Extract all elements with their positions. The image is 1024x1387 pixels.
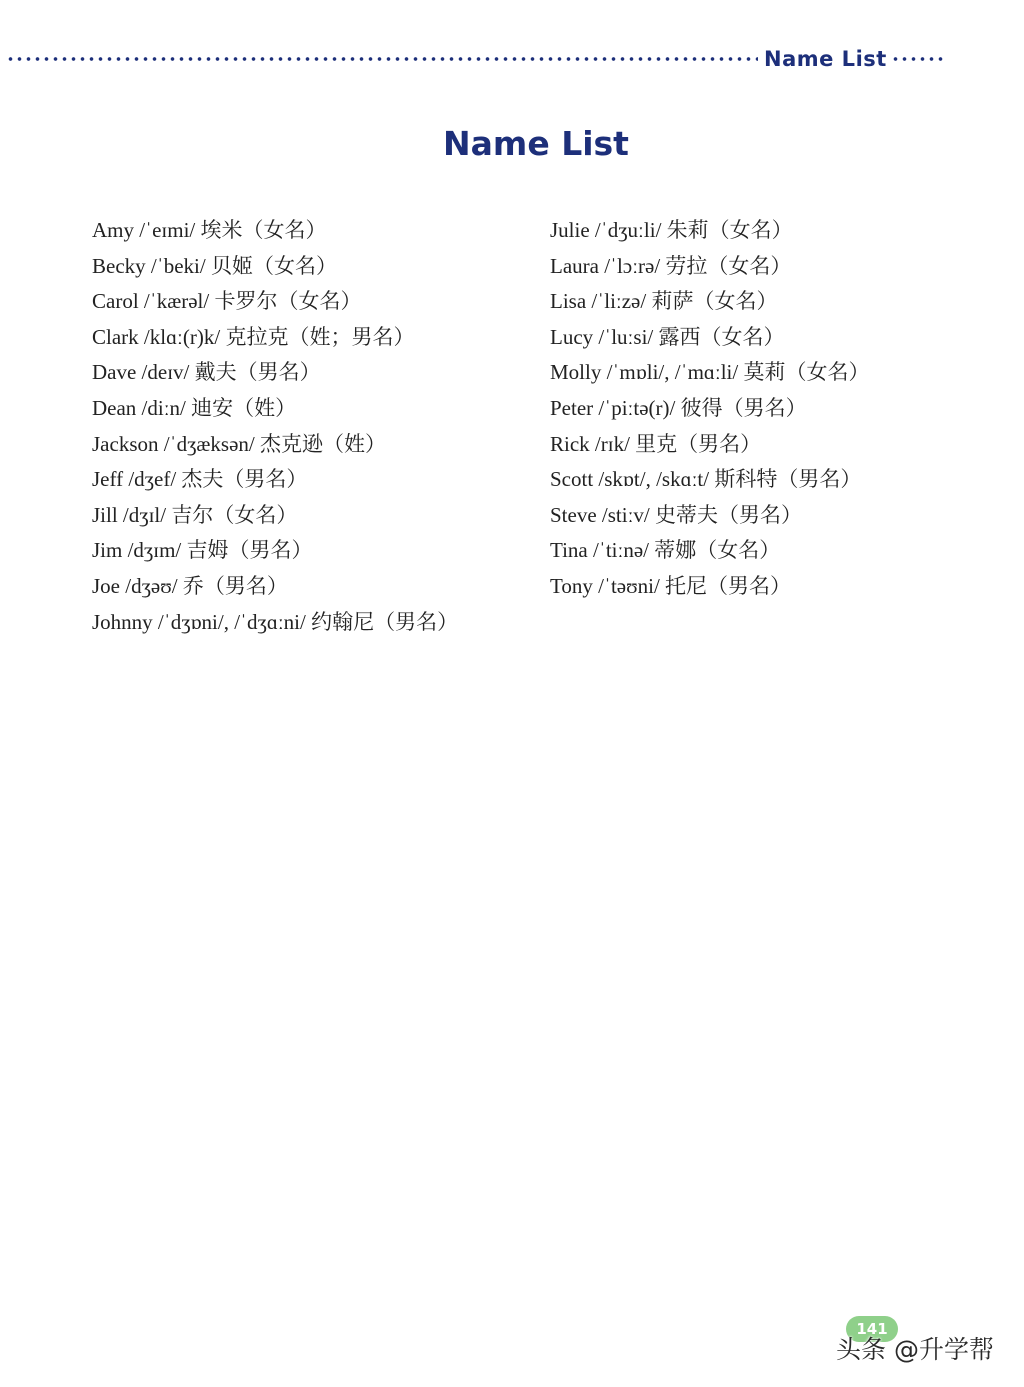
name-entry: Becky /ˈbeki/ 贝姬（女名） [92, 253, 337, 278]
name-list-right-column [550, 213, 869, 605]
name-entry: Carol /ˈkærəl/ 卡罗尔（女名） [92, 289, 362, 314]
page-title: Name List [443, 124, 629, 163]
name-entry: Lisa /ˈliːzə/ 莉萨（女名） [550, 289, 778, 314]
name-entry: Lucy /ˈluːsi/ 露西（女名） [550, 324, 785, 349]
name-entry: Dave /deɪv/ 戴夫（男名） [92, 360, 321, 385]
name-entry: Laura /ˈlɔːrə/ 劳拉（女名） [550, 253, 792, 278]
name-entry: Scott /skɒt/, /skɑːt/ 斯科特（男名） [550, 467, 862, 492]
watermark: 头条 @升学帮 [836, 1335, 994, 1364]
name-entry: Jim /dʒɪm/ 吉姆（男名） [92, 538, 313, 563]
name-entry: Tina /ˈtiːnə/ 蒂娜（女名） [550, 538, 781, 563]
header-dotted-rule-tail [891, 57, 947, 61]
name-entry: Amy /ˈeɪmi/ 埃米（女名） [92, 218, 327, 242]
name-entry: Tony /ˈtəʊni/ 托尼（男名） [550, 573, 792, 598]
name-list-left-column [92, 213, 458, 640]
page-number-badge: 141 [846, 1316, 898, 1342]
header-dotted-rule [6, 57, 758, 61]
name-entry: Julie /ˈdʒuːli/ 朱莉（女名） [550, 218, 793, 242]
name-entry: Jeff /dʒef/ 杰夫（男名） [92, 467, 308, 492]
name-entry: Dean /diːn/ 迪安（姓） [92, 395, 297, 420]
name-entry: Jackson /ˈdʒæksən/ 杰克逊（姓） [92, 431, 386, 456]
name-entry: Rick /rɪk/ 里克（男名） [550, 431, 762, 456]
name-entry: Peter /ˈpiːtə(r)/ 彼得（男名） [550, 395, 807, 420]
name-entry: Joe /dʒəʊ/ 乔（男名） [92, 573, 288, 598]
name-entry: Steve /stiːv/ 史蒂夫（男名） [550, 502, 802, 527]
name-entry: Clark /klɑː(r)k/ 克拉克（姓；男名） [92, 324, 415, 349]
name-entry: Molly /ˈmɒli/, /ˈmɑːli/ 莫莉（女名） [550, 360, 870, 385]
running-header-label: Name List [764, 47, 887, 71]
running-header [0, 44, 960, 74]
name-entry: Jill /dʒɪl/ 吉尔（女名） [92, 502, 298, 527]
name-entry: Johnny /ˈdʒɒni/, /ˈdʒɑːni/ 约翰尼（男名） [92, 609, 459, 634]
